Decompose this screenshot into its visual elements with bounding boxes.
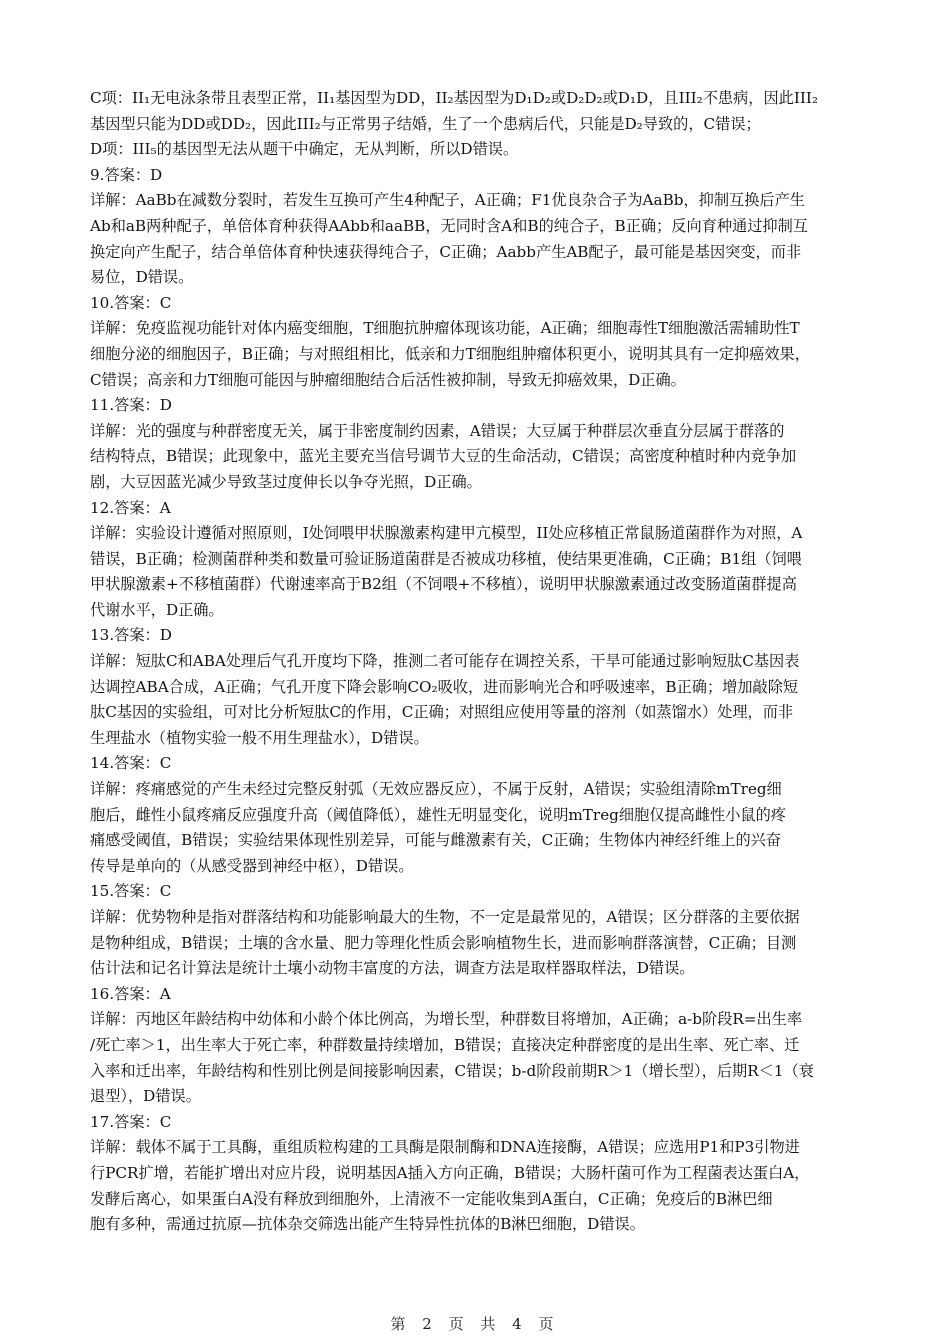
answer-block [90,496,870,624]
detail-line: C错误；高亲和力T细胞可能因与肿瘤细胞结合后活性被抑制，导致无抑癌效果，D正确。 [90,370,686,389]
detail-line: 胞有多种，需通过抗原—抗体杂交筛选出能产生特异性抗体的B淋巴细胞，D错误。 [90,1215,645,1234]
detail-line: 胞后，雌性小鼠疼痛反应强度升高（阈值降低），雄性无明显变化，说明mTreg细胞仅提高雌性小鼠的疼 [90,805,786,824]
answer-line: 14.答案：C [90,754,172,773]
answer-line: 17.答案：C [90,1112,172,1131]
detail-line: 传导是单向的（从感受器到神经中枢），D错误。 [90,856,414,875]
document-page [90,86,870,1238]
detail-line: 详解：光的强度与种群密度无关，属于非密度制约因素，A错误；大豆属于种群层次垂直分层属于群落的 [90,421,785,440]
detail-line: 结构特点，B错误；此现象中，蓝光主要充当信号调节大豆的生命活动，C错误；高密度种植时种内竞争加 [90,447,797,466]
answer-block [90,1110,870,1238]
answer-line: 11.答案：D [90,396,172,415]
detail-line: 详解：短肽C和ABA处理后气孔开度均下降，推测二者可能存在调控关系，干旱可能通过影响短肽C基因表 [90,652,800,671]
detail-line: 错误，B正确；检测菌群种类和数量可验证肠道菌群是否被成功移植，使结果更准确，C正确；B1组（饲喂 [90,549,802,568]
detail-line: /死亡率＞1，出生率大于死亡率，种群数量持续增加，B错误；直接决定种群密度的是出生率、死亡率、迁 [90,1035,800,1054]
answer-block [90,751,870,879]
answer-list [90,163,870,1238]
detail-line: 入率和迁出率，年龄结构和性别比例是间接影响因素，C错误；b-d阶段前期R＞1（增长型），后期R＜1（衰 [90,1061,814,1080]
detail-line: 易位，D错误。 [90,268,194,287]
detail-line: 肽C基因的实验组，可对比分析短肽C的作用，C正确；对照组应使用等量的溶剂（如蒸馏水）处理，而非 [90,703,794,722]
detail-line: 详解：AaBb在减数分裂时，若发生互换可产生4种配子，A正确；F1优良杂合子为AaBb，抑制互换后产生 [90,191,805,210]
answer-line: 13.答案：D [90,626,172,645]
detail-line: 详解：疼痛感觉的产生未经过完整反射弧（无效应器反应），不属于反射，A错误；实验组清除mTreg细 [90,780,782,799]
detail-line: 生理盐水（植物实验一般不用生理盐水），D错误。 [90,728,429,747]
detail-line: 痛感受阈值，B错误；实验结果体现性别差异，可能与雌激素有关，C正确；生物体内神经纤维上的兴奋 [90,831,782,850]
detail-line: 估计法和记名计算法是统计土壤小动物丰富度的方法，调查方法是取样器取样法，D错误。 [90,959,695,978]
answer-block [90,291,870,393]
detail-line: 甲状腺激素+不移植菌群）代谢速率高于B2组（不饲喂+不移植），说明甲状腺激素通过改变肠道菌群提高 [90,575,797,594]
answer-line: 10.答案：C [90,293,172,312]
detail-line: 详解：载体不属于工具酶，重组质粒构建的工具酶是限制酶和DNA连接酶，A错误；应选用P1和P3引物进 [90,1138,800,1157]
answer-block [90,623,870,751]
detail-line: 换定向产生配子，结合单倍体育种快速获得纯合子，C正确；Aabb产生AB配子，最可能是基因突变，而非 [90,242,802,261]
answer-line: 16.答案：A [90,984,171,1003]
intro-d-line: D项：III₅的基因型无法从题干中确定，无从判断，所以D错误。 [90,140,519,159]
detail-line: 代谢水平，D正确。 [90,600,224,619]
intro-c-line-1: C项：II₁无电泳条带且表型正常，II₁基因型为DD，II₂基因型为D₁D₂或D₂D₂或D₁D，且III₂不患病，因此III₂ [90,89,818,107]
intro-c-line-2: 基因型只能为DD或DD₂，因此III₂与正常男子结婚，生了一个患病后代，只能是D₂导致的，C错误； [90,114,761,133]
answer-line: 12.答案：A [90,498,171,517]
answer-block [90,163,870,291]
detail-line: 发酵后离心，如果蛋白A没有释放到细胞外，上清液不一定能收集到A蛋白，C正确；免疫后的B淋巴细 [90,1189,773,1208]
page-footer: 第 2 页 共 4 页 [390,1315,560,1333]
answer-line: 9.答案：D [90,165,163,184]
answer-block [90,982,870,1110]
answer-line: 15.答案：C [90,882,172,901]
detail-line: 是物种组成，B错误；土壤的含水量、肥力等理化性质会影响植物生长，进而影响群落演替，C正确；目测 [90,933,797,952]
detail-line: Ab和aB两种配子，单倍体育种获得AAbb和aaBB，无同时含A和B的纯合子，B正确；反向育种通过抑制互 [90,216,808,235]
detail-line: 详解：免疫监视功能针对体内癌变细胞，T细胞抗肿瘤体现该功能，A正确；细胞毒性T细胞激活需辅助性T [90,319,800,338]
detail-line: 详解：实验设计遵循对照原则，I处饲喂甲状腺激素构建甲亢模型，II处应移植正常鼠肠道菌群作为对照，A [90,524,803,543]
detail-line: 行PCR扩增，若能扩增出对应片段，说明基因A插入方向正确，B错误；大肠杆菌可作为工程菌表达蛋白A， [90,1163,810,1182]
detail-line: 细胞分泌的细胞因子，B正确；与对照组相比，低亲和力T细胞组肿瘤体积更小，说明其具有一定抑癌效果， [90,344,810,363]
answer-block [90,393,870,495]
detail-line: 退型），D错误。 [90,1087,201,1106]
answer-block [90,879,870,981]
detail-line: 详解：优势物种是指对群落结构和功能影响最大的生物，不一定是最常见的，A错误；区分群落的主要依据 [90,908,800,926]
detail-line: 详解：丙地区年龄结构中幼体和小龄个体比例高，为增长型，种群数目将增加，A正确；a-b阶段R=出生率 [90,1010,803,1029]
detail-line: 剧，大豆因蓝光减少导致茎过度伸长以争夺光照，D正确。 [90,472,482,491]
detail-line: 达调控ABA合成，A正确；气孔开度下降会影响CO₂吸收，进而影响光合和呼吸速率，B正确；增加敲除短 [90,677,799,696]
